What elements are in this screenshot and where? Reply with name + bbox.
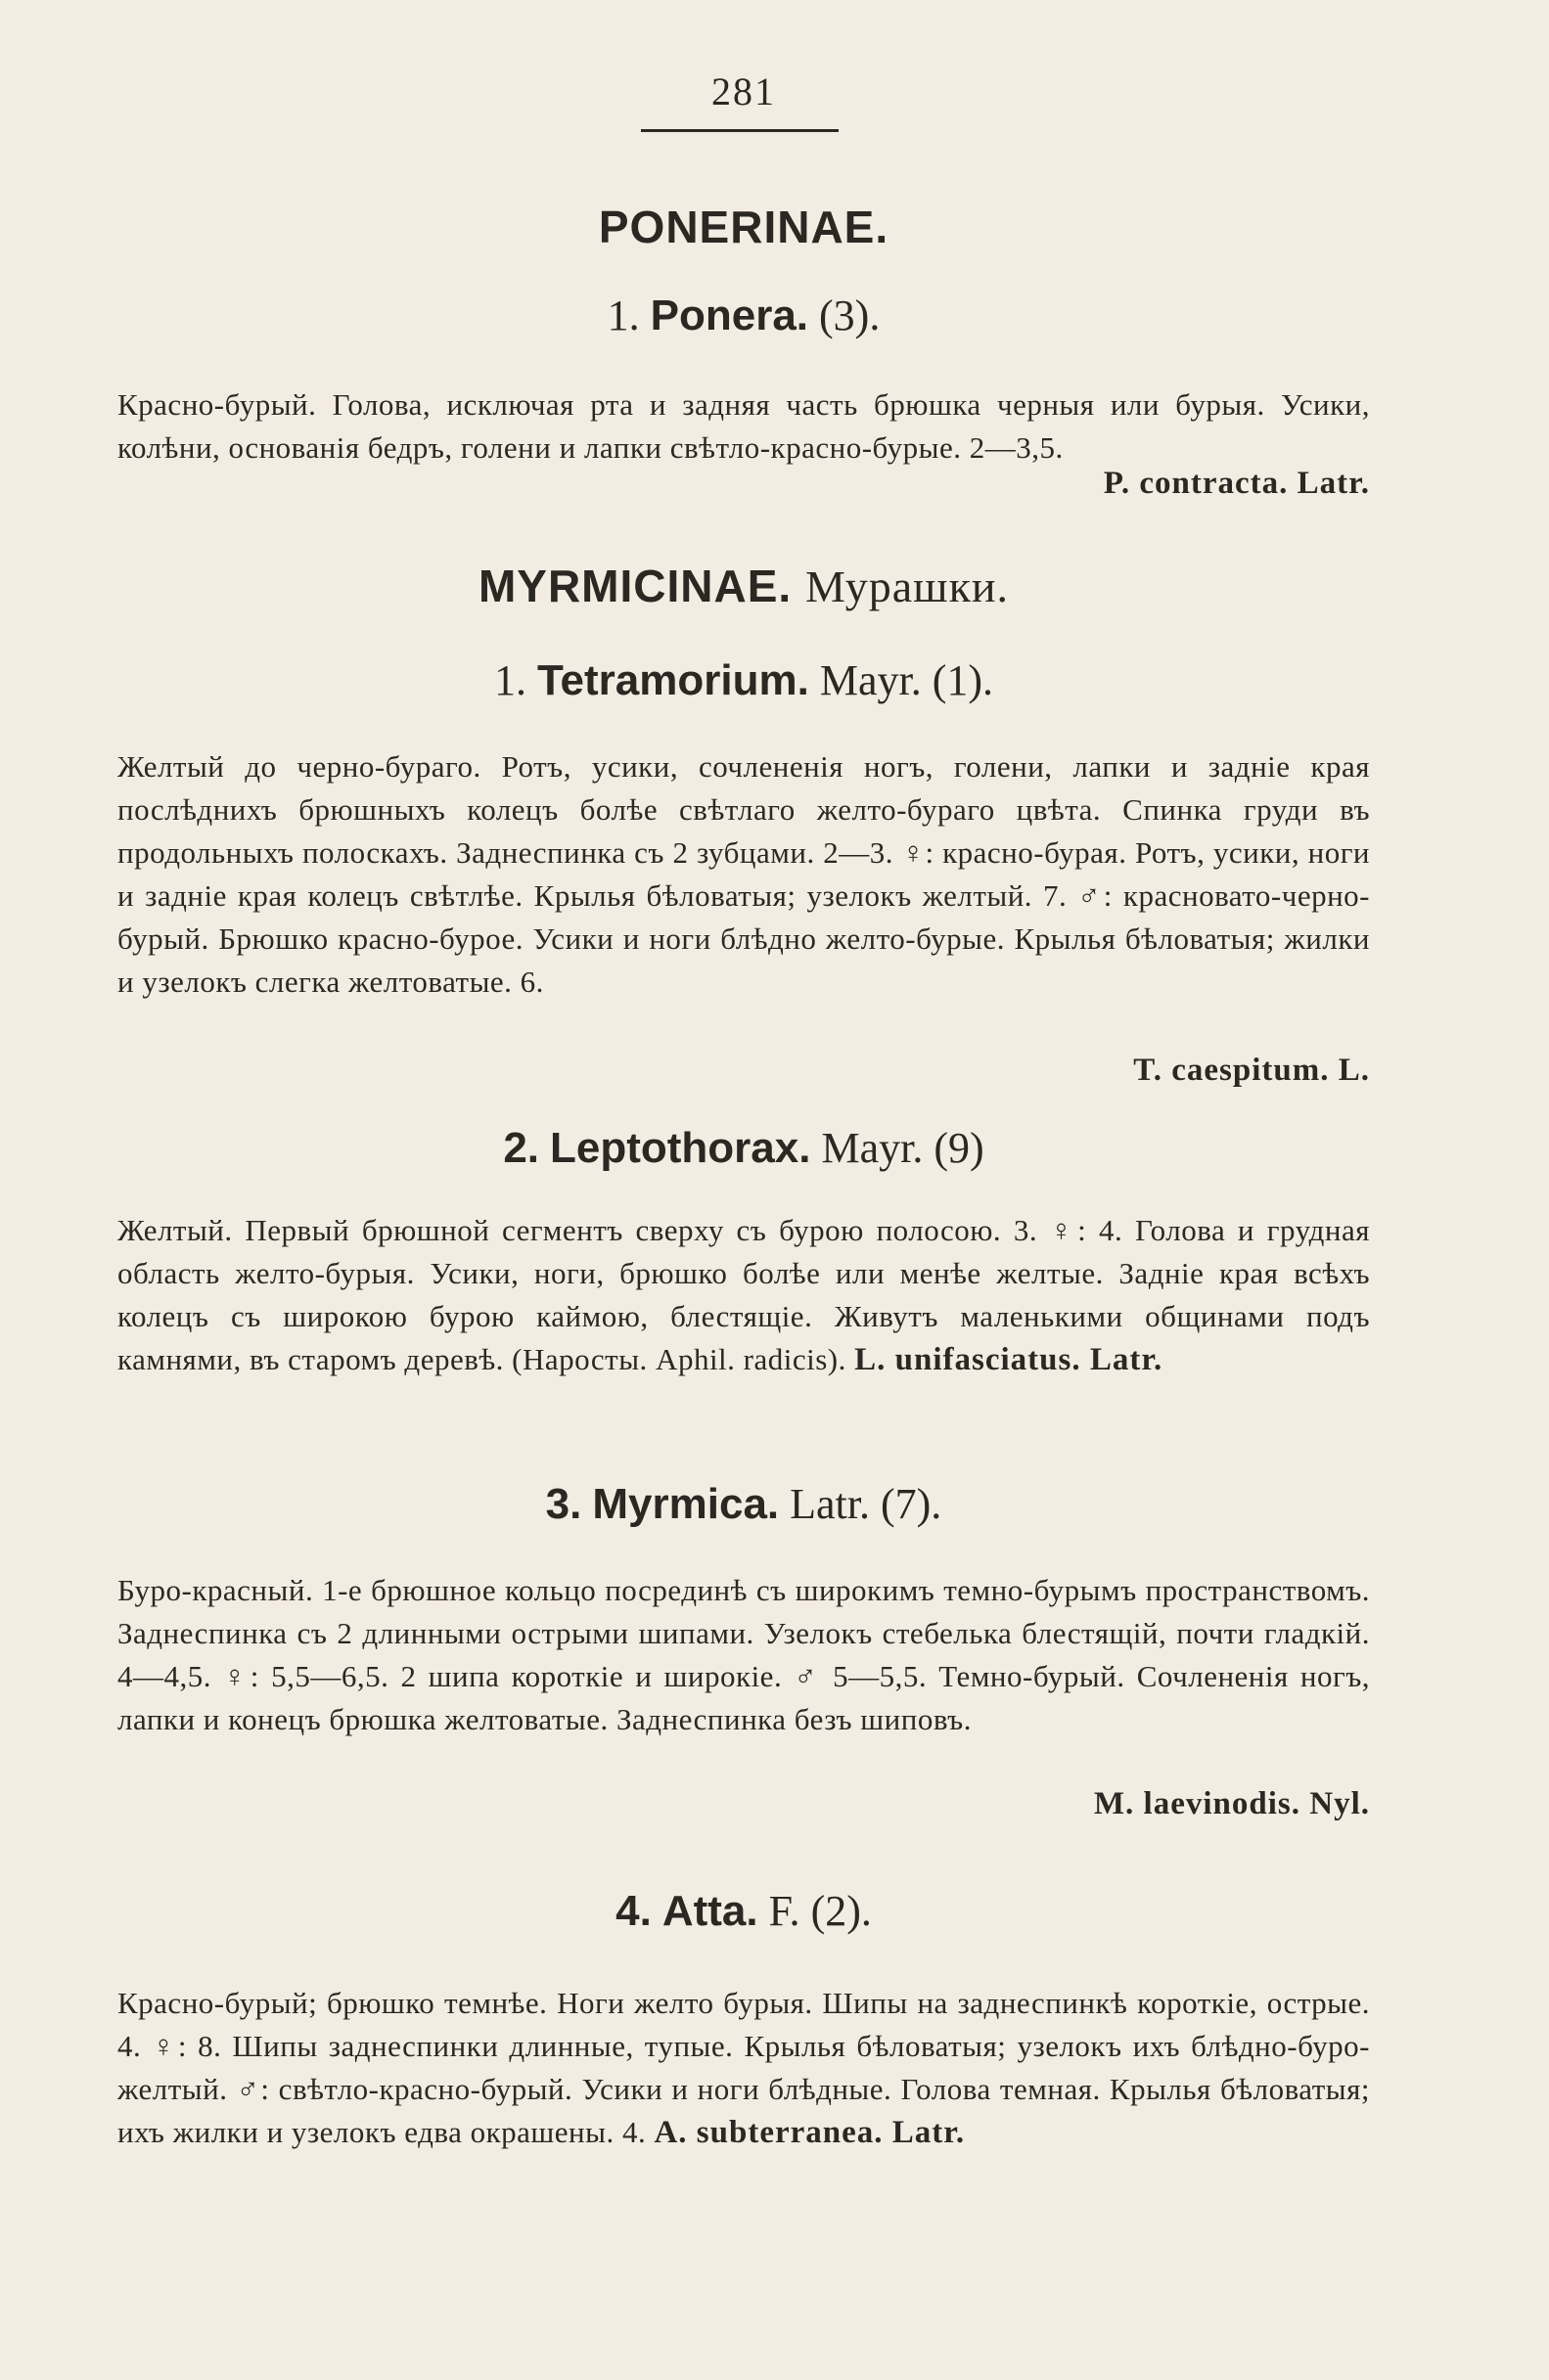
- myrmica-text: Буро-красный. 1-е брюшное кольцо посрединѣ съ широкимъ темно-бурымъ пространствомъ. Заднеспинка съ 2 длинными острыми шипами. Узелокъ стебелька блестящій, почти гладкій. 4—4,5. ♀: 5,5—6,5. 2 шипа короткіе и широкіе. ♂ 5—5,5. Темно-бурый. Сочлененія ногъ, лапки и конецъ брюшка желтоватые. Заднеспинка безъ шиповъ.: [117, 1573, 1370, 1736]
- ponera-text: Красно-бурый. Голова, исключая рта и задняя часть брюшка черныя или бурыя. Усики, колѣни, основанія бедръ, голени и лапки свѣтло-красно-бурые. 2—3,5.: [117, 387, 1370, 465]
- genus-count: (2).: [810, 1887, 872, 1935]
- genus-author: Mayr.: [821, 1124, 924, 1172]
- subfamily-russian: Мурашки.: [804, 561, 1010, 611]
- genus-number: 3.: [545, 1480, 582, 1528]
- subfamily-ponerinae-heading: PONERINAE.: [598, 202, 889, 252]
- leptothorax-text: Желтый. Первый брюшной сегментъ сверху съ бурою полосою. 3. ♀: 4. Голова и грудная область желто-бурыя. Усики, ноги, брюшко болѣе или менѣе желтые. Задніе края всѣхъ колецъ съ широкою бурою каймою, блестящіе. Живутъ маленькими общинами подъ камнями, въ старомъ деревѣ. (Наросты. Aphil. radicis).: [117, 1213, 1370, 1376]
- genus-name: Tetramorium.: [536, 656, 809, 704]
- genus-tetramorium-heading: [117, 655, 1370, 705]
- genus-myrmica-heading: [117, 1479, 1370, 1529]
- page-number: 281: [711, 69, 776, 113]
- subfamily-latin: MYRMICINAE.: [478, 561, 793, 611]
- genus-count: (3).: [819, 292, 881, 339]
- genus-author: Latr.: [790, 1480, 870, 1528]
- page-number-rule: [641, 129, 839, 132]
- genus-name: Ponera.: [650, 292, 809, 339]
- genus-name: Myrmica.: [592, 1480, 780, 1528]
- genus-leptothorax-heading: [117, 1123, 1370, 1173]
- leptothorax-description: [117, 1209, 1370, 1434]
- page: [117, 0, 1370, 2380]
- genus-atta-heading: [117, 1886, 1370, 1936]
- subfamily-myrmicinae-heading: [117, 560, 1370, 612]
- myrmica-species: M. laevinodis. Nyl.: [1093, 1786, 1370, 1821]
- genus-number: 1.: [493, 656, 526, 704]
- leptothorax-species: L. unifasciatus. Latr.: [854, 1342, 1163, 1377]
- genus-name: Atta.: [661, 1887, 758, 1935]
- tetramorium-text: Желтый до черно-бураго. Ротъ, усики, сочлененія ногъ, голени, лапки и задніе края послѣднихъ брюшныхъ колецъ болѣе свѣтлаго желто-бураго цвѣта. Спинка груди въ продольныхъ полоскахъ. Заднеспинка съ 2 зубцами. 2—3. ♀: красно-бурая. Ротъ, усики, ноги и задніе края колецъ свѣтлѣе. Крылья бѣловатыя; узелокъ желтый. 7. ♂: красновато-черно-бурый. Брюшко красно-бурое. Усики и ноги блѣдно желто-бурые. Крылья бѣловатыя; жилки и узелокъ слегка желтоватые. 6.: [117, 749, 1370, 999]
- genus-author: Mayr.: [819, 656, 922, 704]
- genus-count: (9): [934, 1124, 984, 1172]
- atta-description: [117, 1982, 1370, 2217]
- tetramorium-species: T. caespitum. L.: [1133, 1053, 1370, 1088]
- genus-name: Leptothorax.: [550, 1124, 811, 1172]
- tetramorium-description: [117, 745, 1370, 1058]
- genus-number: 1.: [607, 292, 640, 339]
- genus-ponera-heading: [117, 291, 1370, 340]
- genus-number: 4.: [615, 1887, 652, 1935]
- genus-count: (1).: [932, 656, 994, 704]
- atta-text: Красно-бурый; брюшко темнѣе. Ноги желто бурыя. Шипы на заднеспинкѣ короткіе, острые. 4. ♀: 8. Шипы заднеспинки длинные, тупые. Крылья бѣловатыя; узелокъ ихъ блѣдно-буро-желтый. ♂: свѣтло-красно-бурый. Усики и ноги блѣдные. Голова темная. Крылья бѣловатыя; ихъ жилки и узелокъ едва окрашены. 4.: [117, 1986, 1370, 2149]
- atta-species: A. subterranea. Latr.: [654, 2115, 966, 2150]
- genus-count: (7).: [881, 1480, 942, 1528]
- genus-author: F.: [768, 1887, 800, 1935]
- myrmica-description: [117, 1569, 1370, 1794]
- ponera-species: P. contracta. Latr.: [1103, 466, 1370, 501]
- genus-number: 2.: [503, 1124, 540, 1172]
